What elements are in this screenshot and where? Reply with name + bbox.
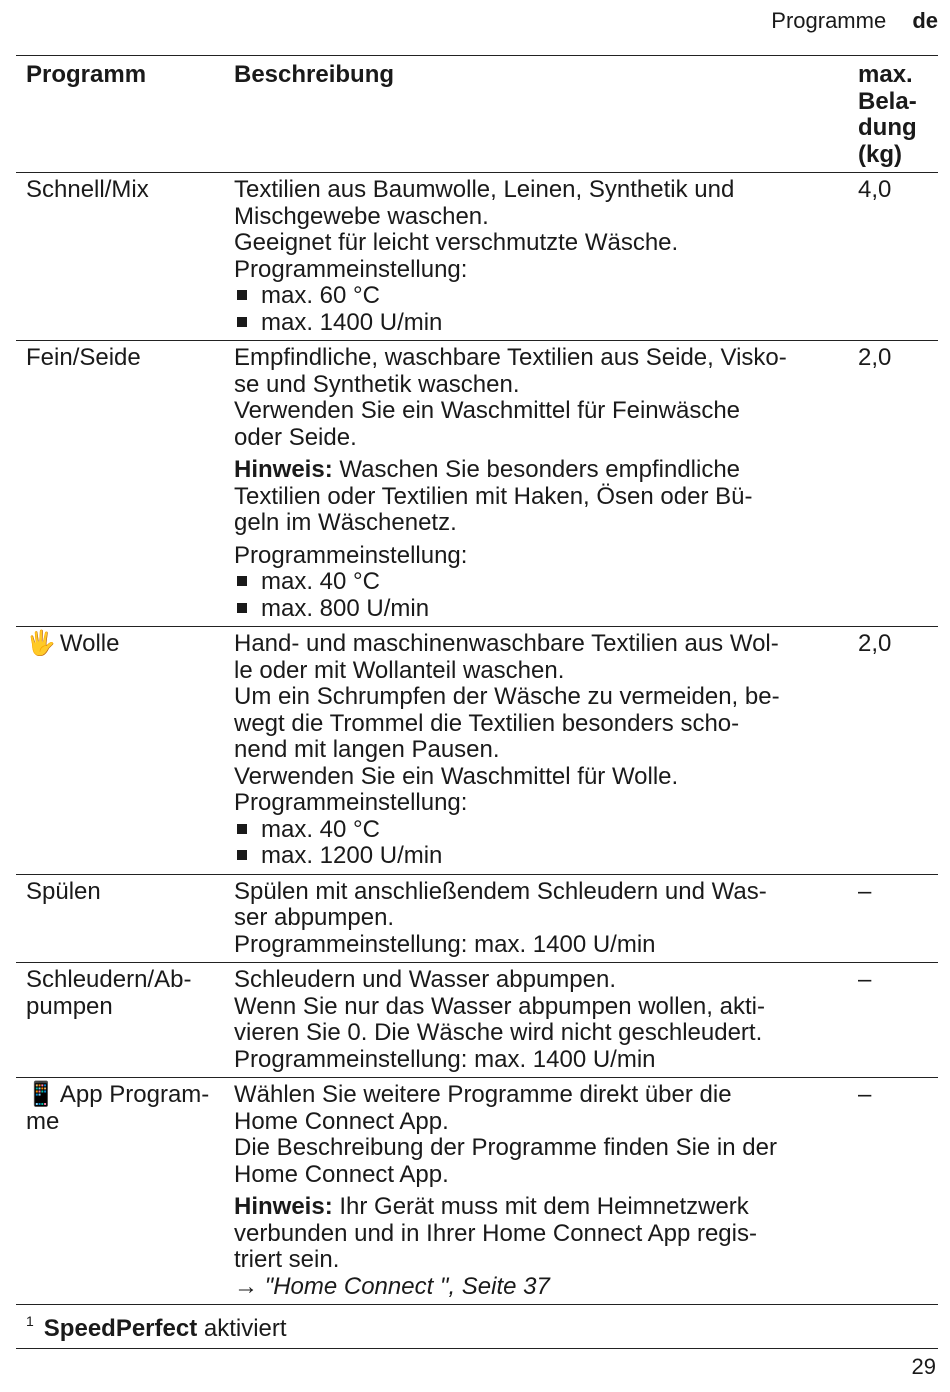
description-line: Textilien aus Baumwolle, Leinen, Synthetik und [234,176,735,203]
setting-text: max. 800 U/min [261,594,430,622]
footnote-bold: SpeedPerfect [43,1315,198,1342]
setting-text: max. 40 °C [261,815,380,843]
program-name [16,173,230,341]
description-line: Um ein Schrumpfen der Wäsche zu vermeiden, be- [234,683,780,710]
program-name [16,341,230,627]
hand-wash-icon: 🖐 [26,630,56,657]
page-number: 29 [911,1354,936,1379]
program-name-text: Schnell/Mix [26,176,149,203]
program-description [230,173,844,341]
setting-bullet [234,817,830,844]
hint-text: Ihr Gerät muss mit dem Heimnetzwerk [332,1193,749,1220]
program-name-text: me [26,1107,60,1135]
max-load-value: – [844,963,938,1078]
program-name-line [26,631,220,658]
description-line: Hand- und maschinenwaschbare Textilien aus Wol- [234,630,779,657]
description-line: Home Connect App. [234,1107,449,1135]
description-line: Die Beschreibung der Programme finden Sie in der [234,1134,777,1161]
description-line: Wenn Sie nur das Wasser abpumpen wollen, akti- [234,992,765,1020]
setting-bullet [234,569,830,596]
max-load-value: – [844,1078,938,1305]
description-line: Programmeinstellung: max. 1400 U/min [234,1045,656,1073]
setting-text: max. 60 °C [261,282,380,309]
footnote [16,1304,938,1349]
column-header-load-line: dung [858,114,917,141]
bullet-square-icon [237,824,247,834]
program-description [230,341,844,627]
description-line: Geeignet für leicht verschmutzte Wäsche. [234,229,679,256]
column-header-load-line: (kg) [858,140,902,168]
column-header-load-line: Bela- [858,87,917,115]
footnote-mark: 1 [26,1313,34,1329]
description-line: wegt die Trommel die Textilien besonders scho- [234,709,740,737]
page-header [771,8,938,34]
section-title: Programme [771,8,887,33]
hint-label: Hinweis: [234,1193,333,1220]
program-name [16,874,230,963]
home-connect-link[interactable]: → "Home Connect ", Seite 37 [234,1272,550,1300]
language-code: de [912,8,938,33]
description-line: le oder mit Wollanteil waschen. [234,656,565,684]
max-load-value: 2,0 [844,341,938,627]
description-line: Mischgewebe waschen. [234,202,489,230]
description-line: vieren Sie 0. Die Wäsche wird nicht geschleudert. [234,1019,763,1046]
bullet-square-icon [237,290,247,300]
column-header-program: Programm [16,56,230,173]
description-line: se und Synthetik waschen. [234,370,520,398]
hint-line: geln im Wäschenetz. [234,509,457,536]
program-description [230,963,844,1078]
hint-line: Textilien oder Textilien mit Haken, Ösen oder Bü- [234,482,753,510]
column-header-max-load [844,56,938,173]
program-table [16,56,938,1305]
program-name [16,627,230,875]
hint-block [234,1194,830,1300]
bullet-square-icon [237,850,247,860]
settings-heading: Programmeinstellung: [234,541,468,569]
hint-line [234,1194,830,1221]
description-line: Schleudern und Wasser abpumpen. [234,966,617,993]
description-line: Spülen mit anschließendem Schleudern und Was- [234,877,767,905]
program-name-line [26,1082,220,1109]
bullet-square-icon [237,603,247,613]
column-header-load-line: max. [858,61,913,88]
program-name-text: Spülen [26,877,101,905]
table-row [16,1078,938,1305]
description-line: ser abpumpen. [234,904,395,931]
description-line: Home Connect App. [234,1160,449,1188]
program-name-text: App Program- [59,1081,210,1108]
description-line: Wählen Sie weitere Programme direkt über die [234,1081,732,1108]
table-row [16,341,938,627]
setting-text: max. 40 °C [261,568,380,595]
description-line: Verwenden Sie ein Waschmittel für Wolle. [234,762,679,790]
setting-text: max. 1400 U/min [261,308,443,336]
setting-text: max. 1200 U/min [261,842,443,869]
hint-line: triert sein. [234,1246,340,1273]
max-load-value: 4,0 [844,173,938,341]
hint-label: Hinweis: [234,456,333,483]
description-line: Empfindliche, waschbare Textilien aus Seide, Visko- [234,344,787,371]
program-name [16,963,230,1078]
hint-line [234,457,830,484]
settings-block [234,543,830,623]
setting-bullet [234,283,830,310]
max-load-value: – [844,874,938,963]
program-description [230,874,844,963]
description-line: Programmeinstellung: max. 1400 U/min [234,930,656,958]
max-load-value: 2,0 [844,627,938,875]
column-header-description: Beschreibung [230,56,844,173]
description-line: nend mit langen Pausen. [234,736,500,763]
description-line: oder Seide. [234,423,357,451]
table-header-row [16,56,938,173]
footnote-text: aktiviert [197,1315,287,1342]
hint-block [234,457,830,537]
description-line: Verwenden Sie ein Waschmittel für Feinwäsche [234,397,741,424]
table-row [16,874,938,963]
program-name-text: Schleudern/Ab- [26,966,192,993]
bullet-square-icon [237,576,247,586]
program-name-text: Wolle [59,630,120,657]
app-phone-icon: 📱 [26,1081,56,1108]
description-line: Programmeinstellung: [234,255,468,283]
program-name-text: pumpen [26,992,113,1020]
table-row [16,963,938,1078]
description-line: Programmeinstellung: [234,789,468,816]
table-row [16,627,938,875]
setting-bullet [234,310,830,337]
program-description [230,627,844,875]
setting-bullet [234,596,830,623]
bullet-square-icon [237,317,247,327]
hint-line: verbunden und in Ihrer Home Connect App regis- [234,1219,757,1247]
program-description [230,1078,844,1305]
program-name-text: Fein/Seide [26,344,141,371]
program-name [16,1078,230,1305]
setting-bullet [234,843,830,870]
hint-text: Waschen Sie besonders empfindliche [332,456,741,483]
table-row [16,173,938,341]
